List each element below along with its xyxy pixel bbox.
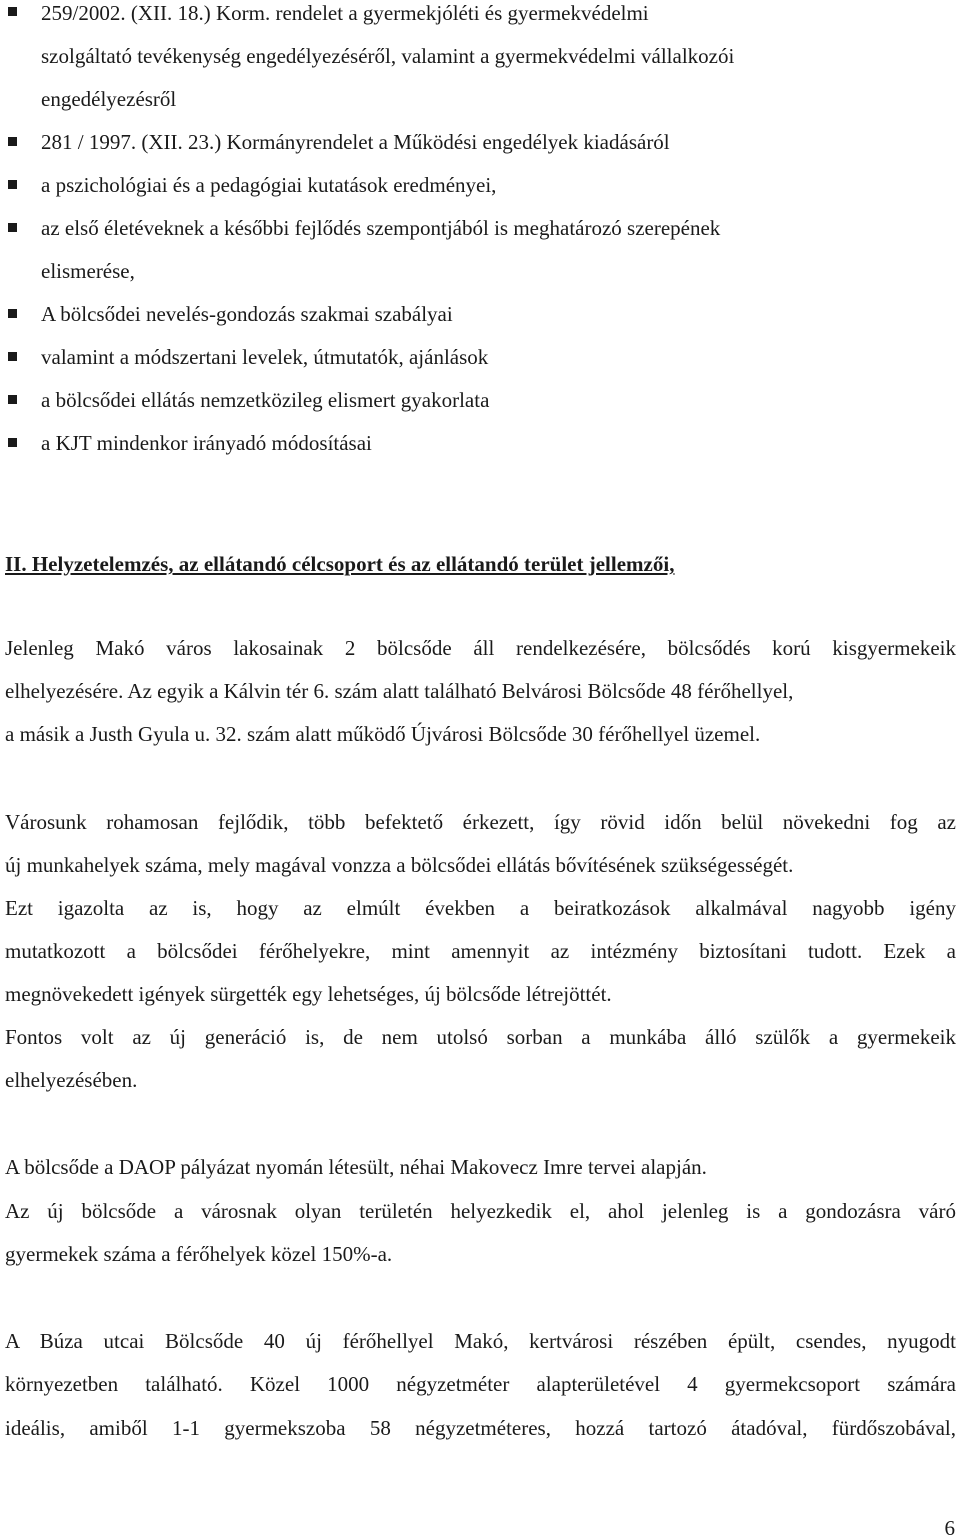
- bullet-square-icon: [8, 7, 17, 16]
- paragraph-line: Fontos volt az új generáció is, de nem utolsó sorban a munkába álló szülők a gyermekeik: [5, 1025, 956, 1049]
- bullet-square-icon: [8, 137, 17, 146]
- list-item-line: a KJT mindenkor irányadó módosításai: [41, 431, 372, 455]
- paragraph-line: mutatkozott a bölcsődei férőhelyekre, mint amennyit az intézmény biztosítani tudott. Ezek a: [5, 939, 956, 963]
- paragraph-line: A Búza utcai Bölcsőde 40 új férőhellyel Makó, kertvárosi részében épült, csendes, nyugodt: [5, 1329, 956, 1353]
- paragraph-line: megnövekedett igények sürgették egy lehetséges, új bölcsőde létrejöttét.: [5, 982, 612, 1006]
- list-item-line: A bölcsődei nevelés-gondozás szakmai szabályai: [41, 302, 453, 326]
- list-item-line: 281 / 1997. (XII. 23.) Kormányrendelet a Működési engedélyek kiadásáról: [41, 130, 670, 154]
- paragraph-line: gyermekek száma a férőhelyek közel 150%-a.: [5, 1242, 393, 1266]
- list-item-line: engedélyezésről: [41, 87, 177, 111]
- list-item-line: valamint a módszertani levelek, útmutatók, ajánlások: [41, 345, 489, 369]
- bullet-square-icon: [8, 352, 17, 361]
- list-item-line: a bölcsődei ellátás nemzetközileg elismert gyakorlata: [41, 388, 490, 412]
- bullet-square-icon: [8, 395, 17, 404]
- paragraph-line: elhelyezésében.: [5, 1068, 138, 1092]
- bullet-square-icon: [8, 309, 17, 318]
- paragraph-line: a másik a Justh Gyula u. 32. szám alatt működő Újvárosi Bölcsőde 30 férőhellyel üzemel.: [5, 722, 761, 746]
- page-number: 6: [944, 1516, 955, 1540]
- bullet-square-icon: [8, 438, 17, 447]
- paragraph-line: Városunk rohamosan fejlődik, több befektető érkezett, így rövid időn belül növekedni fog az: [5, 810, 956, 834]
- section-heading: II. Helyzetelemzés, az ellátandó célcsoport és az ellátandó terület jellemzői,: [5, 552, 675, 576]
- list-item-line: szolgáltató tevékenység engedélyezéséről, valamint a gyermekvédelmi vállalkozói: [41, 44, 735, 68]
- paragraph-line: Az új bölcsőde a városnak olyan területén helyezkedik el, ahol jelenleg is a gondozásra váró: [5, 1199, 956, 1223]
- bullet-square-icon: [8, 180, 17, 189]
- list-item-line: 259/2002. (XII. 18.) Korm. rendelet a gyermekjóléti és gyermekvédelmi: [41, 1, 649, 25]
- list-item-line: a pszichológiai és a pedagógiai kutatások eredményei,: [41, 173, 497, 197]
- bullet-square-icon: [8, 223, 17, 232]
- paragraph-line: elhelyezésére. Az egyik a Kálvin tér 6. szám alatt található Belvárosi Bölcsőde 48 férőhellyel,: [5, 679, 794, 703]
- paragraph-line: környezetben található. Közel 1000 négyzetméter alapterületével 4 gyermekcsoport számára: [5, 1372, 956, 1396]
- paragraph-line: ideális, amiből 1-1 gyermekszoba 58 négyzetméteres, hozzá tartozó átadóval, fürdőszobával,: [5, 1416, 956, 1440]
- paragraph-line: új munkahelyek száma, mely magával vonzza a bölcsődei ellátás bővítésének szükségességét.: [5, 853, 794, 877]
- list-item-line: elismerése,: [41, 259, 135, 283]
- list-item-line: az első életéveknek a későbbi fejlődés szempontjából is meghatározó szerepének: [41, 216, 721, 240]
- paragraph-line: Ezt igazolta az is, hogy az elmúlt években a beiratkozások alkalmával nagyobb igény: [5, 896, 956, 920]
- paragraph-line: Jelenleg Makó város lakosainak 2 bölcsőde áll rendelkezésére, bölcsődés korú kisgyermekeik: [5, 636, 956, 660]
- paragraph-line: A bölcsőde a DAOP pályázat nyomán létesült, néhai Makovecz Imre tervei alapján.: [5, 1155, 707, 1179]
